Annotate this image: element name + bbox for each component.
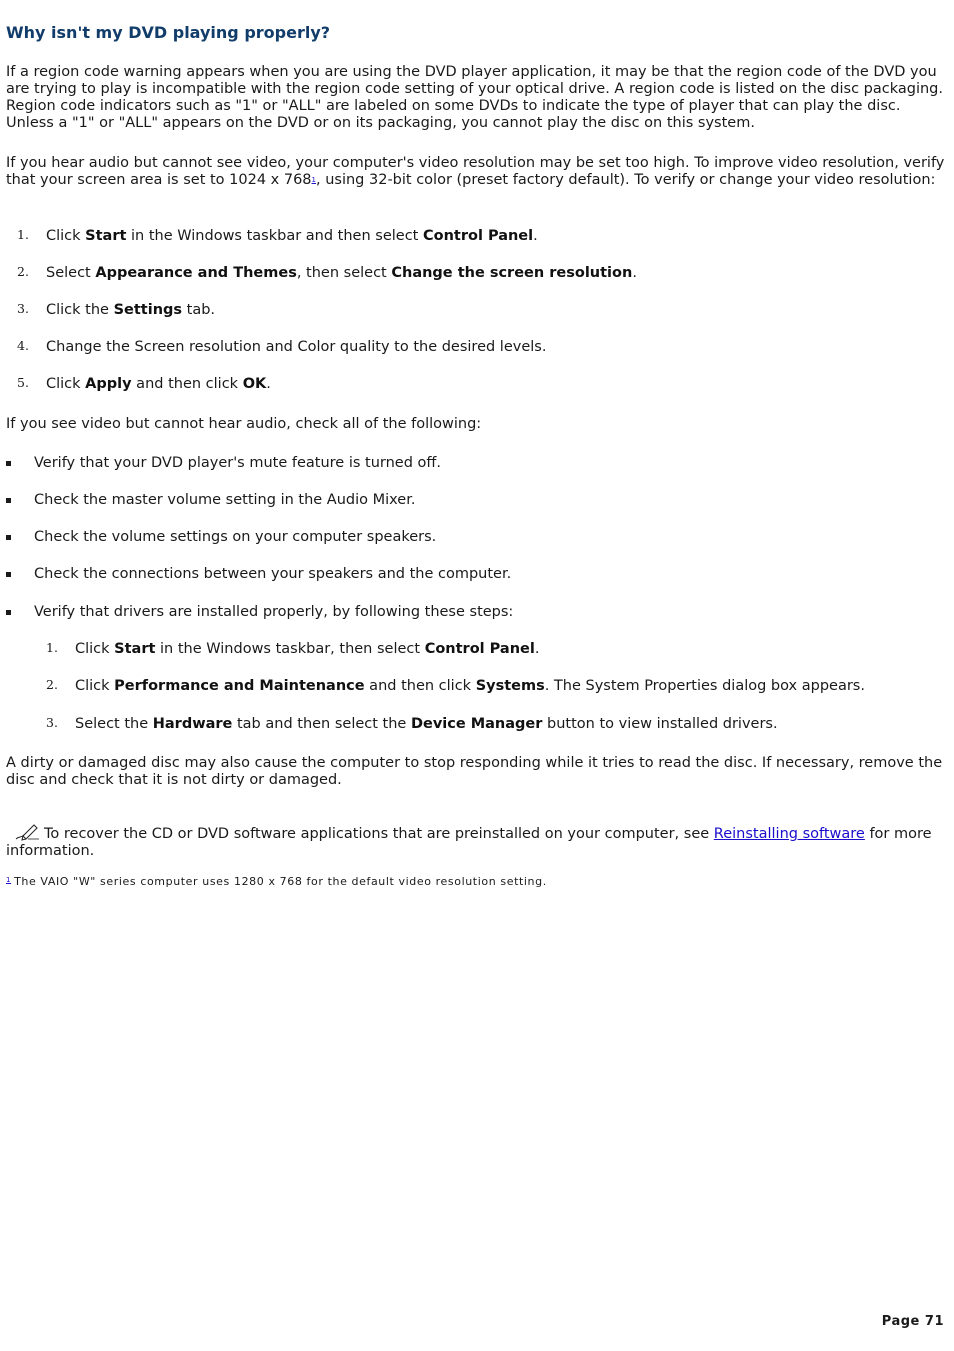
reinstalling-software-link[interactable]: Reinstalling software [713, 826, 865, 842]
bullet-icon [6, 610, 11, 615]
region-code-paragraph: If a region code warning appears when you are using the DVD player application, it may be that the region code of the DVD you are trying to play is incompatible with the region code setting of your optical drive. A region code is listed on the disc packaging. Region code indicators such as "1" or "ALL" are labeled on some DVDs to indicate the type of player that can play the disc. Unless a "1" or "ALL" appears on the DVD or on its packaging, you cannot play the disc on this system. [6, 64, 943, 131]
audio-intro-paragraph: If you see video but cannot hear audio, check all of the following: [6, 416, 482, 432]
page-number: Page 71 [881, 1314, 944, 1329]
video-resolution-paragraph: If you hear audio but cannot see video, your computer's video resolution may be set too high. To improve video resolution, verify that your screen area is set to 1024 x 7681, using 32-bit color (preset factory default). To verify or change your video resolution: [6, 155, 945, 188]
bullet-icon [6, 572, 11, 577]
note-paragraph: To recover the CD or DVD software applications that are preinstalled on your computer, see Reinstalling software for more information. [6, 823, 946, 860]
footnote-anchor-link[interactable]: 1 [6, 876, 12, 884]
dirty-disc-paragraph: A dirty or damaged disc may also cause the computer to stop responding while it tries to read the disc. If necessary, remove the disc and check that it is not dirty or damaged. [6, 755, 943, 788]
bullet-icon [6, 498, 11, 503]
footnote-reference-link[interactable]: 1 [311, 176, 316, 184]
bullet-icon [6, 535, 11, 540]
note-pencil-icon [14, 823, 40, 841]
footnote: $^1$ The VAIO "W" series computer uses 1280 x 768 for the default video resolution setting. [6, 875, 547, 888]
page-title: Why isn't my DVD playing properly? [6, 23, 331, 42]
bullet-icon [6, 461, 11, 466]
